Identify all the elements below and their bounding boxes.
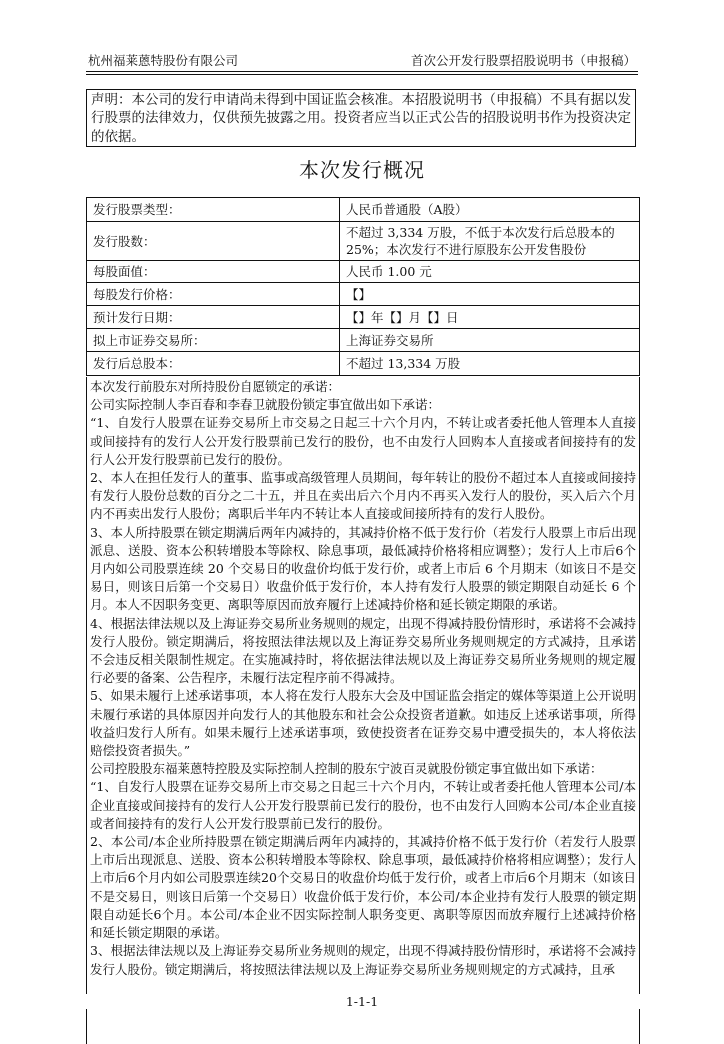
row-value: 【】 (340, 283, 640, 306)
section-title: 本次发行概况 (299, 158, 425, 182)
offering-overview-table (86, 197, 640, 376)
row-label: 发行股票类型： (87, 198, 340, 222)
commitment-paragraph: 公司实际控制人李百春和李春卫就股份锁定事宜做出如下承诺： (90, 397, 441, 413)
row-label: 发行后总股本： (87, 352, 340, 376)
row-value: 不超过 3,334 万股，不低于本次发行后总股本的25%；本次发行不进行原股东公开发售股份 (340, 222, 640, 261)
row-value: 上海证券交易所 (340, 329, 640, 352)
commitment-paragraph: 3、本人所持股票在锁定期满后两年内减持的，其减持价格不低于发行价（若发行人股票上市后出现派息、送股、资本公积转增股本等除权、除息事项，最低减持价格将相应调整）；发行人上市后6个月内如公司股票连续 20 个交易日的收盘价均低于发行价，或者上市后 6 个月期末（如该日不是交易日，则该日后第一个交易日）收盘价低于发行价，本人持有发行人股票的锁定期限自动延长 6 个月。本人不因职务变更、离职等原因而放弃履行上述减持价格和延长锁定期限的承诺。 (90, 524, 636, 613)
commitment-paragraph: 2、本公司/本企业所持股票在锁定期满后两年内减持的，其减持价格不低于发行价（若发行人股票上市后出现派息、送股、资本公积转增股本等除权、除息事项，最低减持价格将相应调整）；发行人上市后6个月内如公司股票连续20个交易日的收盘价均低于发行价，或者上市后6个月期末（如该日不是交易日，则该日后第一个交易日）收盘价低于发行价，本公司/本企业持有发行人股票的锁定期限自动延长6个月。本公司/本企业不因实际控制人职务变更、离职等原因而放弃履行上述减持价格和延长锁定期限的承诺。 (90, 834, 636, 941)
row-label: 拟上市证券交易所： (87, 329, 340, 352)
commitment-paragraph: 本次发行前股东对所持股份自愿锁定的承诺： (90, 379, 341, 394)
header-rule-second (86, 74, 638, 75)
row-label: 每股发行价格： (87, 283, 340, 306)
table-row (87, 352, 640, 376)
header-document-title: 首次公开发行股票招股说明书（申报稿） (410, 53, 636, 68)
disclaimer-notice: 声明：本公司的发行申请尚未得到中国证监会核准。本招股说明书（申报稿）不具有据以发行股票的法律效力，仅供预先披露之用。投资者应当以正式公告的招股说明书作为投资决定的依据。 (86, 89, 636, 147)
row-label: 发行股数： (87, 222, 340, 261)
table-row (87, 261, 640, 283)
row-value: 【】年【】月【】日 (340, 306, 640, 329)
commitment-paragraph: 2、本人在担任发行人的董事、监事或高级管理人员期间，每年转让的股份不超过本人直接或间接持有发行人股份总数的百分之二十五，并且在卖出后六个月内不再买入发行人的股份，买入后六个月内不再卖出发行人股份；离职后半年内不转让本人直接或间接所持有的发行人股份。 (90, 470, 636, 522)
row-value: 不超过 13,334 万股 (340, 352, 640, 376)
lockup-commitments (86, 377, 640, 1044)
row-label: 预计发行日期： (87, 306, 340, 329)
running-header (86, 50, 638, 70)
row-value: 人民币普通股（A股） (340, 198, 640, 222)
row-label: 每股面值： (87, 261, 340, 283)
commitment-paragraph: 4、根据法律法规以及上海证券交易所业务规则的规定，出现不得减持股份情形时，承诺将不会减持发行人股份。锁定期满后，将按照法律法规以及上海证券交易所业务规则规定的方式减持，且承诺不会违反相关限制性规定。在实施减持时，将依据法律法规以及上海证券交易所业务规则的规定履行必要的备案、公告程序，未履行法定程序前不得减持。 (90, 615, 636, 686)
table-row (87, 222, 640, 261)
table-row (87, 283, 640, 306)
commitment-paragraph: “1、自发行人股票在证券交易所上市交易之日起三十六个月内，不转让或者委托他人管理本人直接或间接持有的发行人公开发行股票前已发行的股份，也不由发行人回购本人直接或者间接持有的发行人公开发行股票前已发行的股份。 (90, 415, 636, 467)
table-row (87, 329, 640, 352)
table-row (87, 306, 640, 329)
row-value: 人民币 1.00 元 (340, 261, 640, 283)
table-row (87, 198, 640, 222)
header-rule (86, 71, 638, 72)
commitment-paragraph: 5、如果未履行上述承诺事项，本人将在发行人股东大会及中国证监会指定的媒体等渠道上公开说明未履行承诺的具体原因并向发行人的其他股东和社会公众投资者道歉。如违反上述承诺事项，所得收益归发行人所有。如果未履行上述承诺事项，致使投资者在证券交易中遭受损失的，本人将依法赔偿投资者损失。” (90, 688, 636, 759)
page-number: 1-1-1 (0, 994, 724, 1009)
commitment-paragraph: 3、根据法律法规以及上海证券交易所业务规则的规定，出现不得减持股份情形时，承诺将不会减持发行人股份。锁定期满后，将按照法律法规以及上海证券交易所业务规则规定的方式减持，且承 (90, 943, 636, 977)
commitment-paragraph: “1、自发行人股票在证券交易所上市交易之日起三十六个月内，不转让或者委托他人管理本公司/本企业直接或间接持有的发行人公开发行股票前已发行的股份，也不由发行人回购本公司/本企业直接或者间接持有的发行人公开发行股票前已发行的股份。 (90, 779, 636, 831)
header-company-name: 杭州福莱蒽特股份有限公司 (88, 53, 239, 68)
commitment-paragraph: 公司控股股东福莱蒽特控股及实际控制人控制的股东宁波百灵就股份锁定事宜做出如下承诺： (90, 761, 603, 777)
